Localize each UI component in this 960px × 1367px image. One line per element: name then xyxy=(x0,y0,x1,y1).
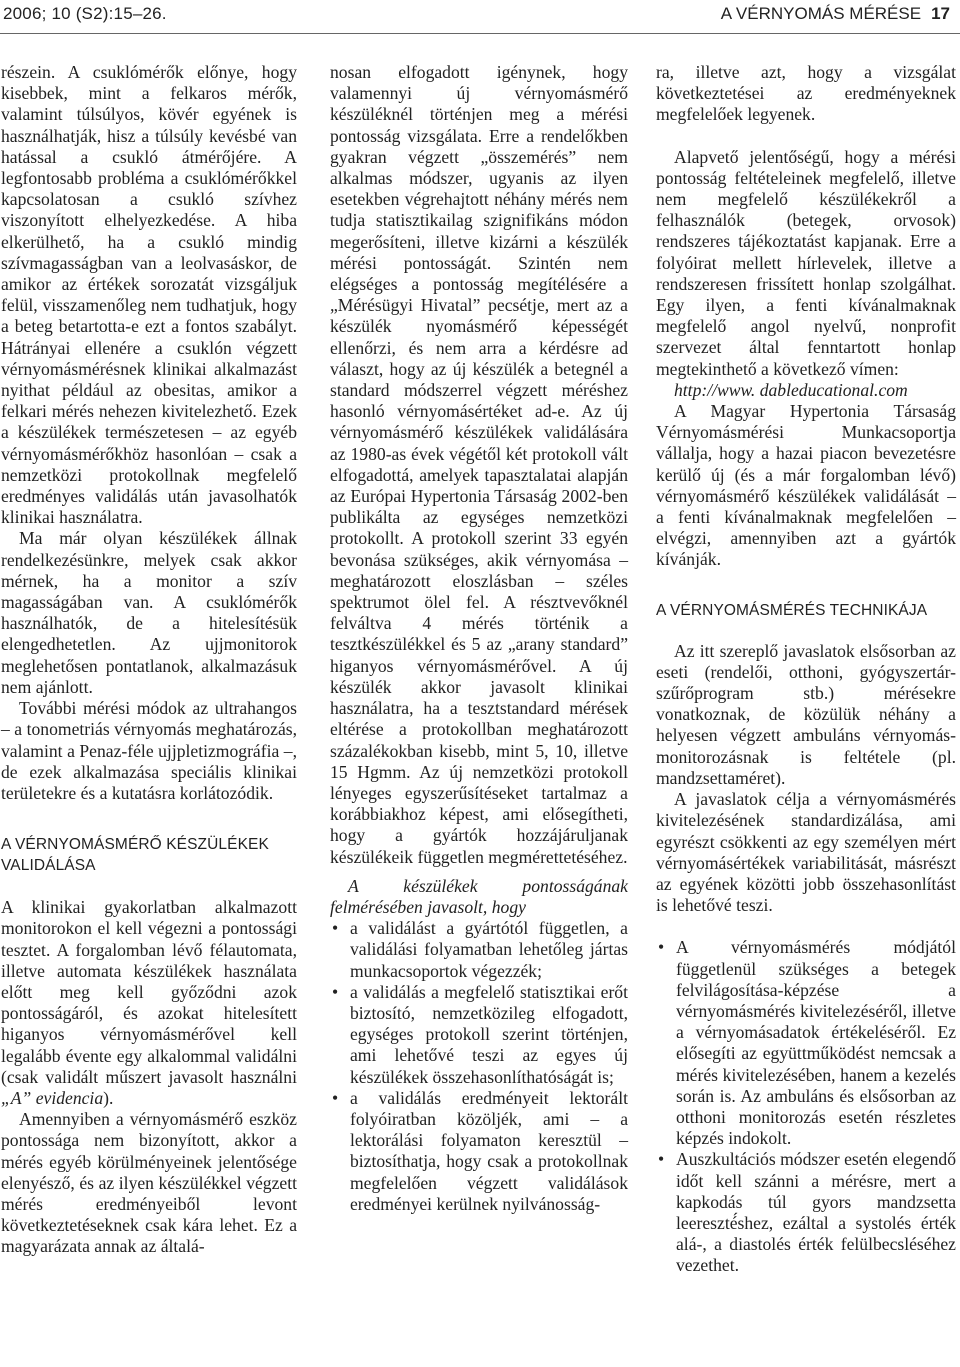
section-heading-technique: A VÉRNYOMÁSMÉRÉS TECHNIKÁJA xyxy=(656,601,928,619)
column-3 xyxy=(656,62,956,1277)
paragraph: Amennyiben a vérnyomásmérő eszköz pontossága nem bizonyított, akkor a mérés egyéb körülményeinek jelentősége elenyésző, és az ilyen készülékkel végzett mérés eredményeiből levont következtetéseknek csak kára lehet. Ez a magyarázata annak az általá- xyxy=(1,1109,297,1257)
paragraph xyxy=(1,897,297,1109)
page-number: 17 xyxy=(931,4,950,23)
paragraph: Az itt szereplő javaslatok elsősorban az eseti (rendelői, otthoni, gyógyszertár-szűrőprogram stb.) mérésekre vonatkoznak, de közülük néhány a helyesen végzett ambuláns vérnyomás-monitorozásnak is feltétele (pl. mandzsettaméret). xyxy=(656,640,956,788)
paragraph: Ma már olyan készülékek állnak rendelkezésünkre, melyek csak akkor mérnek, ha a monitor a szív magasságában van. A csuklómérők használhatók, de a hitelesítésük elengedhetetlen. Az ujjmonitorok meglehetősen pontatlanok, alkalmazásuk nem ajánlott. xyxy=(1,528,297,697)
paragraph: Alapvető jelentőségű, hogy a mérési pontosság feltételeinek megfelelő, illetve nem megfelelő készülékekről a felhasználók (betegek, orvosok) rendszeres tájékoztatást kapjanak. Erre a folyóirat mellett hírlevelek, illetve a rendszeresen frissített honlap szolgálhat. Egy ilyen, a fenti kívánalmaknak megfelelő angol nyelvű, nonprofit szervezet által fenntartott honlap megtekinthető a következő vímen: xyxy=(656,146,956,379)
text-run: A klinikai gyakorlatban alkalmazott monitorokon el kell végezni a pontossági tesztet. A forgalomban lévő félautomata, illetve automata készülékek használata előtt meg kell győződni azok pontosságáról, és azokat hitelesített higanyos vérnyomásmérővel kell legalább évente egy alkalommal validálni (csak validált műszert javasolt használni xyxy=(1,897,297,1087)
paragraph: ra, illetve azt, hogy a vizsgálat következtetései az eredményeknek megfelelőek legyenek. xyxy=(656,62,956,125)
section-heading-validation xyxy=(1,834,297,876)
bullet-list xyxy=(656,937,956,1276)
list-item: • a validálás eredményeit lektorált folyóiratban közöljék, ami – a lektorálási folyamaton keresztül – biztosíthatja, hogy csak a protokollnak megfelelően végzett validálások eredményei kerülnek nyilvánosság- xyxy=(330,1088,628,1215)
url: http://www. dableducational.com xyxy=(674,379,908,400)
italic-subheading: A készülékek pontosságának felmérésében javasolt, hogy xyxy=(330,875,628,917)
heading-line: A VÉRNYOMÁSMÉRŐ KÉSZÜLÉKEK xyxy=(1,836,269,854)
paragraph: részein. A csuklómérők előnye, hogy kisebbek, mint a felkaros mérők, valamint túlsúlyos, kövér egyének is használhatják, hisz a túlsúly kevésbé van hatással a csukló átmérőjére. A legfontosabb probléma a csuklómérőkkel kapcsolatosan a csukló szívhez viszonyított elhelyezkedése. A hiba elkerülhető, ha a csukló mindig szívmagasságban van a leolvasáskor, de amikor az értékek sorozatát vizsgáljuk felül, visszamenőleg nem tudhatjuk, hogy a beteg betartotta-e ezt a fontos szabályt. Hátrányai ellenére a csuklón végzett vérnyomásmérésnek klinikai alkalmazást nyithat például az obesitas, amikor a felkari mérés nehezen kivitelezhető. Ezek a készülékek természetesen – az egyéb vérnyomásmérőkhöz hasonlóan – csak a nemzetközi protokollnak megfelelő eredményes validálás után javasolhatók klinikai használatra. xyxy=(1,62,297,528)
list-item: • A vérnyomásmérés módjától függetlenül szükséges a betegek felvilágosítása-képzése a vérnyomásmérés kivitelezéséről, illetve a vérnyomásadatok értékeléséről. Ez elősegíti az együttműködést nemcsak a mérés kivitelezésében, hanem a kezelés során is. Az ambuláns és elsősorban az otthoni monitorozás esetén részletes képzés indokolt. xyxy=(656,937,956,1149)
list-item: • a validálás a megfelelő statisztikai erőt biztosító, nemzetközileg elfogadott, egységes protokoll szerint történjen, ami lehetővé teszi az egyes új készülékek összehasonlíthatóságát is; xyxy=(330,982,628,1088)
text-run: ). xyxy=(103,1087,114,1108)
section-title: A VÉRNYOMÁS MÉRÉSE xyxy=(720,4,922,23)
list-item: • a validálást a gyártótól független, a validálási folyamatban lehetőleg jártas munkacsoportok végezzék; xyxy=(330,918,628,982)
url-text xyxy=(656,380,956,401)
column-1 xyxy=(1,62,297,1258)
column-2 xyxy=(330,62,628,1215)
journal-citation: 2006; 10 (S2):15–26. xyxy=(3,4,167,23)
header-rule xyxy=(0,33,960,34)
page-header xyxy=(0,0,960,32)
evidence-level: „A” evidencia xyxy=(1,1087,104,1108)
running-title xyxy=(721,4,950,24)
paragraph: További mérési módok az ultrahangos – a tonometriás vérnyomás meghatározás, valamint a Penaz-féle ujjpletizmográfia –, de ezek alkalmazása speciális klinikai területekre és a kutatásra korlátozódik. xyxy=(1,698,297,803)
paragraph: A Magyar Hypertonia Társaság Vérnyomásmérési Munkacsoportja vállalja, hogy a hazai piacon bevezetésre kerülő új (és a már forgalomban lévő) vérnyomásmérő készülékek validálását – a fenti kívánalmaknak megfelelően – elvégzi, amennyiben azt a gyártók kívánják. xyxy=(656,401,956,570)
heading-line: VALIDÁLÁSA xyxy=(1,857,96,875)
list-item: • Auszkultációs módszer esetén elegendő időt kell szánni a mérésre, mert a kapkodás túl gyors mandzsetta leereszté́shez, ezáltal a systolés érték alá-, a diastolés érték felülbecsléséhez vezethet. xyxy=(656,1149,956,1276)
paragraph: nosan elfogadott igénynek, hogy valamennyi új vérnyomásmérő készüléknél történjen meg a mérési pontosság vizsgálata. Erre a rendelőkben gyakran végzett „összemérés” nem alkalmas módszer, ugyanis az ilyen esetekben végrehajtott néhány mérés nem tudja statisztikailag szignifikáns módon megerősíteni, illetve kizárni a készülék mérési pontosságát. Szintén nem elégséges a pontosság megítélésére a „Mérésügyi Hivatal” pecsétje, mert az a készülék nyomásmérő képességét ellenőrzi, és nem arra a kérdésre ad választ, hogy az új készülék a betegnél a standard módszerrel végzett méréshez hasonló vérnyomásértéket ad-e. Az új vérnyomásmérő készülékek validálására az 1980-as évek végétől két protokoll vált elfogadottá, amelyek tapasztalatai alapján az Európai Hypertonia Társaság 2002-ben publikálta az egységes nemzetközi protokollt. A protokoll szerint 33 egyén bevonása szükséges, akik vérnyomása – meghatározott eloszlásban – széles spektrumot ölel fel. A résztvevőknél felváltva 4 mérés történik a tesztkészülékkel és 5 az „arany standard” higanyos vérnyomásmérővel. A új készülék akkor javasolt klinikai használatra, ha a tesztstandard mérések eltérése a protokollban meghatározott százalékokban kisebb, mint 5, 10, illetve 15 Hgmm. Az új nemzetközi protokoll lényeges egyszerűsítéseket tartalmaz a korábbiakhoz képest, ami elősegítheti, hogy a gyártók hozzájáruljanak készülékeik független megmérettetéséhez. xyxy=(330,62,628,867)
paragraph: A javaslatok célja a vérnyomásmérés kivitelezésének standardizálása, ami egyrészt csökkenti az egy személyen mért vérnyomásértékek variabilitását, másrészt az egyének közötti jobb összehasonlítást is lehetővé teszi. xyxy=(656,789,956,916)
bullet-list xyxy=(330,918,628,1215)
